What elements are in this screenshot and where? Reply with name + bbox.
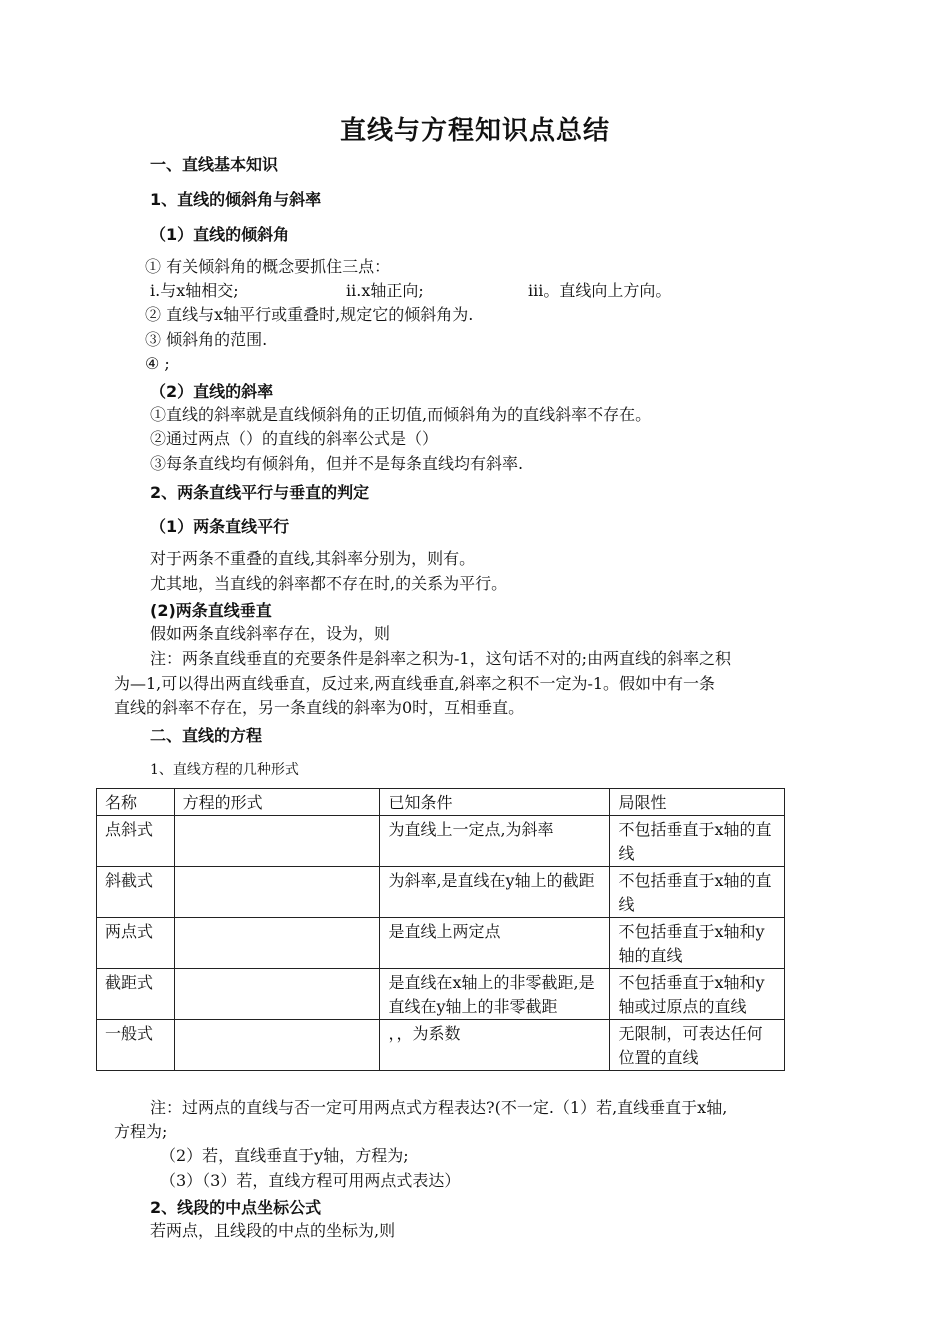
midpoint-text: 若两点，且线段的中点的坐标为,则	[150, 1221, 396, 1240]
table-cell: 两点式	[97, 918, 175, 969]
table-cell	[174, 816, 380, 867]
subheading-parallel: （1）两条直线平行	[150, 517, 290, 536]
item-1: ① 有关倾斜角的概念要抓住三点：	[145, 257, 391, 276]
slope-point-1: ①直线的斜率就是直线倾斜角的正切值,而倾斜角为的直线斜率不存在。	[150, 405, 652, 424]
table-cell: 截距式	[97, 969, 175, 1020]
section-heading-equations: 二、直线的方程	[150, 726, 263, 745]
table-row	[97, 816, 785, 867]
table-cell: ，，为系数	[380, 1020, 610, 1071]
table-cell: 不包括垂直于x轴的直线	[610, 816, 785, 867]
subheading-slope: （2）直线的斜率	[150, 382, 274, 401]
item-2: ② 直线与x轴平行或重叠时,规定它的倾斜角为.	[145, 305, 474, 324]
equation-forms-table	[96, 788, 785, 1071]
two-point-note-2: 方程为;	[114, 1122, 168, 1141]
subheading-parallel-perpendicular: 2、两条直线平行与垂直的判定	[150, 483, 370, 502]
subheading-inclination-slope: 1、直线的倾斜角与斜率	[150, 190, 322, 209]
two-point-note-1: 注：过两点的直线与否一定可用两点式方程表达?(不一定.（1）若,直线垂直于x轴,	[150, 1098, 728, 1117]
parallel-text-2: 尤其地，当直线的斜率都不存在时,的关系为平行。	[150, 574, 508, 593]
table-row	[97, 1020, 785, 1071]
table-header: 已知条件	[380, 789, 610, 816]
table-row	[97, 969, 785, 1020]
subheading-equation-forms: 1、直线方程的几种形式	[150, 762, 299, 778]
page-title: 直线与方程知识点总结	[339, 116, 610, 146]
table-header: 方程的形式	[174, 789, 380, 816]
two-point-note-4: （3）（3）若，直线方程可用两点式表达）	[160, 1171, 461, 1190]
table-cell: 点斜式	[97, 816, 175, 867]
slope-point-2: ②通过两点（）的直线的斜率公式是（）	[150, 429, 439, 448]
item-4: ④ ;	[145, 354, 170, 373]
table-cell: 为斜率,是直线在y轴上的截距	[380, 867, 610, 918]
table-cell	[174, 969, 380, 1020]
two-point-note-3: （2）若，直线垂直于y轴，方程为;	[160, 1146, 409, 1165]
table-cell: 斜截式	[97, 867, 175, 918]
subheading-midpoint: 2、线段的中点坐标公式	[150, 1198, 322, 1217]
table-cell: 一般式	[97, 1020, 175, 1071]
parallel-text-1: 对于两条不重叠的直线,其斜率分别为，则有。	[150, 549, 476, 568]
perpendicular-note-3: 直线的斜率不存在，另一条直线的斜率为0时，互相垂直。	[114, 698, 525, 717]
table-cell	[174, 918, 380, 969]
table-cell: 是直线在x轴上的非零截距,是直线在y轴上的非零截距	[380, 969, 610, 1020]
table-cell: 不包括垂直于x轴和y轴的直线	[610, 918, 785, 969]
item-3: ③ 倾斜角的范围.	[145, 330, 268, 349]
table-row	[97, 867, 785, 918]
table-row	[97, 918, 785, 969]
table-header-row	[97, 789, 785, 816]
table-cell: 是直线上两定点	[380, 918, 610, 969]
item-1c: ⅲ。直线向上方向。	[528, 281, 672, 300]
table-header: 名称	[97, 789, 175, 816]
subheading-perpendicular: (2)两条直线垂直	[150, 601, 272, 620]
table-cell: 不包括垂直于x轴的直线	[610, 867, 785, 918]
slope-point-3: ③每条直线均有倾斜角，但并不是每条直线均有斜率.	[150, 454, 524, 473]
item-1b: ⅱ.x轴正向;	[346, 281, 424, 300]
table-cell	[174, 1020, 380, 1071]
table-cell: 无限制，可表达任何位置的直线	[610, 1020, 785, 1071]
table-cell: 为直线上一定点,为斜率	[380, 816, 610, 867]
table-cell	[174, 867, 380, 918]
perpendicular-note-1: 注：两条直线垂直的充要条件是斜率之积为-1，这句话不对的;由两直线的斜率之积	[150, 649, 731, 668]
item-1a: ⅰ.与x轴相交;	[150, 281, 239, 300]
perpendicular-text: 假如两条直线斜率存在，设为，则	[150, 624, 391, 643]
perpendicular-note-2: 为—1,可以得出两直线垂直，反过来,两直线垂直,斜率之积不一定为-1。假如中有一条	[114, 674, 716, 693]
table-cell: 不包括垂直于x轴和y轴或过原点的直线	[610, 969, 785, 1020]
section-heading-basics: 一、直线基本知识	[150, 155, 279, 174]
table-header: 局限性	[610, 789, 785, 816]
subheading-inclination: （1）直线的倾斜角	[150, 225, 290, 244]
